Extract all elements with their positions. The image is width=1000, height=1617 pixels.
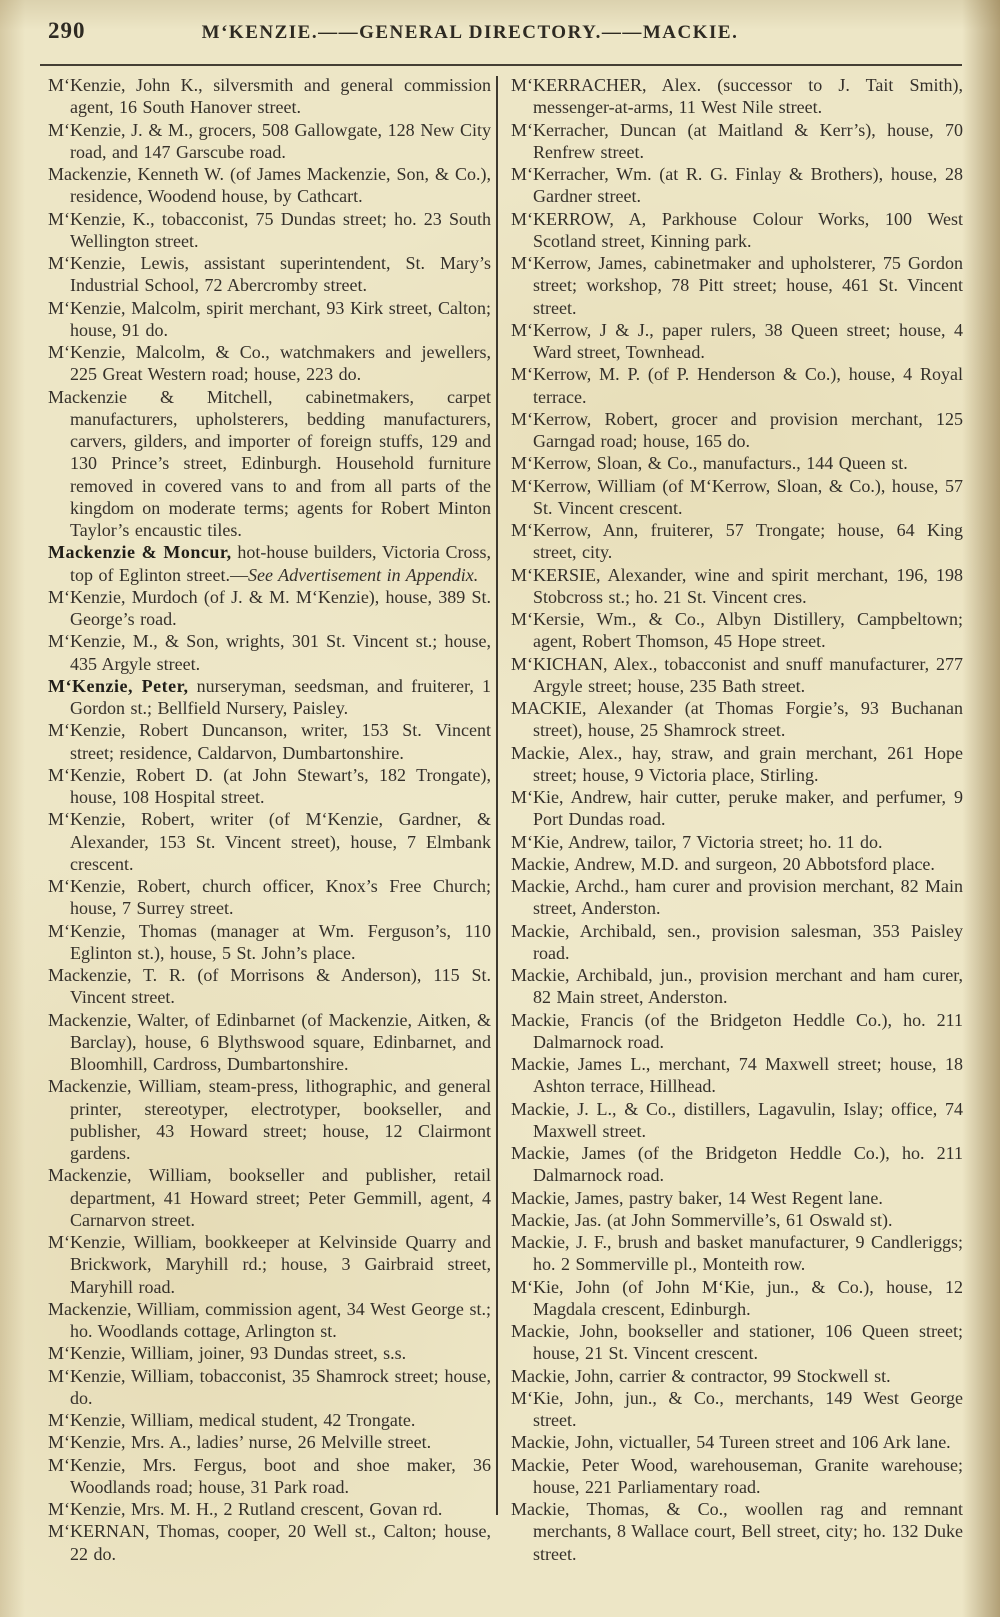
directory-entry: Mackie, Peter Wood, warehouseman, Granite warehouse; house, 221 Parliamentary road.	[511, 1454, 963, 1497]
directory-entry: Mackie, Archd., ham curer and provision merchant, 82 Main street, Anderston.	[511, 876, 963, 919]
directory-entry: M‘Kenzie, M., & Son, wrights, 301 St. Vincent st.; house, 435 Argyle street.	[48, 631, 491, 674]
page-title: M‘KENZIE.——GENERAL DIRECTORY.——MACKIE.	[201, 22, 739, 43]
directory-entry: Mackie, John, victualler, 54 Tureen street and 106 Ark lane.	[511, 1432, 951, 1453]
directory-entry: Mackie, Thomas, & Co., woollen rag and remnant merchants, 8 Wallace court, Bell street, city; ho. 132 Duke street.	[511, 1499, 963, 1564]
directory-entry: Mackie, John, carrier & contractor, 99 Stockwell st.	[511, 1365, 891, 1386]
directory-entry: Mackenzie, William, steam-press, lithographic, and general printer, stereotyper, electrotyper, bookseller, and publisher, 43 Howard street; house, 12 Clairmont gardens.	[48, 1076, 491, 1163]
directory-entry: M‘Kenzie, K., tobacconist, 75 Dundas street; ho. 23 South Wellington street.	[48, 208, 491, 251]
directory-entry: Mackenzie, William, bookseller and publisher, retail department, 41 Howard street; Peter Gemmill, agent, 4 Carnarvon street.	[48, 1165, 491, 1230]
directory-entry: M‘Kenzie, William, bookkeeper at Kelvinside Quarry and Brickwork, Maryhill rd.; house, 3 Gairbraid street, Maryhill road.	[48, 1232, 491, 1297]
directory-entry: M‘Kenzie, Malcolm, & Co., watchmakers and jewellers, 225 Great Western road; house, 223 do.	[48, 342, 491, 385]
directory-entry: M‘Kerrow, William (of M‘Kerrow, Sloan, & Co.), house, 57 St. Vincent crescent.	[511, 475, 963, 518]
directory-entry: M‘Kie, John (of John M‘Kie, jun., & Co.), house, 12 Magdala crescent, Edinburgh.	[511, 1276, 963, 1319]
directory-entry: M‘Kerracher, Wm. (at R. G. Finlay & Brothers), house, 28 Gardner street.	[511, 164, 963, 207]
directory-entry: Mackie, Archibald, sen., provision salesman, 353 Paisley road.	[511, 920, 963, 963]
directory-entry: M‘Kenzie, Mrs. A., ladies’ nurse, 26 Melville street.	[48, 1432, 432, 1453]
directory-entry: Mackie, James (of the Bridgeton Heddle Co.), ho. 211 Dalmarnock road.	[511, 1143, 963, 1186]
directory-entry: M‘Kenzie, Thomas (manager at Wm. Ferguson’s, 110 Eglinton st.), house, 5 St. John’s place.	[48, 920, 491, 963]
directory-entry: M‘Kenzie, William, tobacconist, 35 Shamrock street; house, do.	[48, 1365, 491, 1408]
directory-entry: M‘Kenzie, Robert, church officer, Knox’s Free Church; house, 7 Surrey street.	[48, 876, 491, 919]
directory-entry: M‘Kenzie, Robert, writer (of M‘Kenzie, Gardner, & Alexander, 153 St. Vincent street), house, 7 Elmbank crescent.	[48, 809, 491, 874]
directory-entry: M‘KERRACHER, Alex. (successor to J. Tait Smith), messenger-at-arms, 11 West Nile street.	[511, 75, 963, 118]
directory-entry: Mackie, Alex., hay, straw, and grain merchant, 261 Hope street; house, 9 Victoria place, Stirling.	[511, 742, 963, 785]
directory-entry: M‘Kerrow, James, cabinetmaker and upholsterer, 75 Gordon street; workshop, 78 Pitt street; house, 461 St. Vincent street.	[511, 253, 963, 318]
directory-entry: M‘Kie, Andrew, tailor, 7 Victoria street; ho. 11 do.	[511, 831, 883, 852]
directory-entry: M‘Kenzie, Murdoch (of J. & M. M‘Kenzie), house, 389 St. George’s road.	[48, 586, 491, 629]
directory-entry: M‘Kersie, Wm., & Co., Albyn Distillery, Campbeltown; agent, Robert Thomson, 45 Hope street.	[511, 609, 963, 652]
directory-entry: Mackie, J. F., brush and basket manufacturer, 9 Candleriggs; ho. 2 Sommerville pl., Monteith row.	[511, 1232, 963, 1275]
directory-entry: Mackenzie & Moncur, hot-house builders, Victoria Cross, top of Eglinton street.—See Advertisement in Appendix.	[48, 542, 491, 585]
directory-entry: Mackenzie & Mitchell, cabinetmakers, carpet manufacturers, upholsterers, bedding manufacturers, carvers, gilders, and importer of foreign stuffs, 129 and 130 Prince’s street, Edinburgh. Household furniture removed in covered vans to and from all parts of the kingdom on moderate terms; agents for Robert Minton Taylor’s encaustic tiles.	[48, 386, 491, 540]
directory-entry: MACKIE, Alexander (at Thomas Forgie’s, 93 Buchanan street), house, 25 Shamrock street.	[511, 698, 963, 741]
directory-columns	[0, 66, 1000, 1565]
directory-entry: Mackenzie, T. R. (of Morrisons & Anderson), 115 St. Vincent street.	[48, 965, 491, 1008]
directory-entry: Mackie, Andrew, M.D. and surgeon, 20 Abbotsford place.	[511, 853, 935, 874]
directory-entry: M‘Kerrow, M. P. (of P. Henderson & Co.), house, 4 Royal terrace.	[511, 364, 963, 407]
directory-entry: M‘Kenzie, Mrs. Fergus, boot and shoe maker, 36 Woodlands road; house, 31 Park road.	[48, 1454, 491, 1497]
directory-entry: Mackie, James, pastry baker, 14 West Regent lane.	[511, 1187, 883, 1208]
column-right	[511, 74, 963, 1565]
directory-entry: M‘KICHAN, Alex., tobacconist and snuff manufacturer, 277 Argyle street; house, 235 Bath street.	[511, 653, 963, 696]
directory-entry: M‘KERSIE, Alexander, wine and spirit merchant, 196, 198 Stobcross st.; ho. 21 St. Vincent cres.	[511, 564, 963, 607]
directory-entry: M‘Kerrow, J & J., paper rulers, 38 Queen street; house, 4 Ward street, Townhead.	[511, 319, 963, 362]
directory-entry: Mackie, John, bookseller and stationer, 106 Queen street; house, 21 St. Vincent crescent.	[511, 1321, 963, 1364]
directory-entry: Mackenzie, Kenneth W. (of James Mackenzie, Son, & Co.), residence, Woodend house, by Cathcart.	[48, 164, 491, 207]
directory-entry: M‘Kenzie, John K., silversmith and general commission agent, 16 South Hanover street.	[48, 75, 491, 118]
directory-entry: M‘Kie, John, jun., & Co., merchants, 149 West George street.	[511, 1387, 963, 1430]
column-left	[48, 74, 491, 1565]
directory-entry: Mackie, J. L., & Co., distillers, Lagavulin, Islay; office, 74 Maxwell street.	[511, 1098, 963, 1141]
directory-entry: M‘Kenzie, William, medical student, 42 Trongate.	[48, 1410, 416, 1430]
directory-entry: M‘Kenzie, Malcolm, spirit merchant, 93 Kirk street, Calton; house, 91 do.	[48, 297, 491, 340]
directory-entry: M‘Kenzie, Peter, nurseryman, seedsman, and fruiterer, 1 Gordon st.; Bellfield Nursery, Paisley.	[48, 675, 491, 718]
directory-entry: M‘Kerrow, Ann, fruiterer, 57 Trongate; house, 64 King street, city.	[511, 520, 963, 563]
directory-entry: M‘Kenzie, Mrs. M. H., 2 Rutland crescent, Govan rd.	[48, 1499, 443, 1519]
directory-entry: M‘KERNAN, Thomas, cooper, 20 Well st., Calton; house, 22 do.	[48, 1521, 491, 1564]
directory-entry: Mackie, Francis (of the Bridgeton Heddle Co.), ho. 211 Dalmarnock road.	[511, 1009, 963, 1052]
directory-entry: M‘Kenzie, Robert D. (at John Stewart’s, 182 Trongate), house, 108 Hospital street.	[48, 764, 491, 807]
directory-entry: M‘Kerracher, Duncan (at Maitland & Kerr’s), house, 70 Renfrew street.	[511, 119, 963, 162]
directory-entry: M‘Kerrow, Robert, grocer and provision merchant, 125 Garngad road; house, 165 do.	[511, 408, 963, 451]
directory-entry: Mackenzie, Walter, of Edinbarnet (of Mackenzie, Aitken, & Barclay), house, 6 Blythswood square, Edinbarnet, and Bloomhill, Cardross, Dumbartonshire.	[48, 1009, 491, 1074]
column-divider	[496, 76, 498, 1515]
directory-entry: M‘Kenzie, Lewis, assistant superintendent, St. Mary’s Industrial School, 72 Abercromby street.	[48, 253, 491, 296]
directory-entry: M‘Kie, Andrew, hair cutter, peruke maker, and perfumer, 9 Port Dundas road.	[511, 787, 963, 830]
directory-entry: M‘KERROW, A, Parkhouse Colour Works, 100 West Scotland street, Kinning park.	[511, 208, 963, 251]
directory-entry: Mackie, James L., merchant, 74 Maxwell street; house, 18 Ashton terrace, Hillhead.	[511, 1054, 963, 1097]
directory-entry: Mackie, Archibald, jun., provision merchant and ham curer, 82 Main street, Anderston.	[511, 965, 963, 1008]
directory-entry: M‘Kenzie, William, joiner, 93 Dundas street, s.s.	[48, 1343, 407, 1364]
directory-entry: Mackenzie, William, commission agent, 34 West George st.; ho. Woodlands cottage, Arlington st.	[48, 1298, 491, 1341]
directory-entry: Mackie, Jas. (at John Sommerville’s, 61 Oswald st).	[511, 1209, 893, 1230]
directory-entry: M‘Kenzie, J. & M., grocers, 508 Gallowgate, 128 New City road, and 147 Garscube road.	[48, 119, 491, 162]
directory-entry: M‘Kenzie, Robert Duncanson, writer, 153 St. Vincent street; residence, Caldarvon, Dumbartonshire.	[48, 720, 491, 763]
directory-entry: M‘Kerrow, Sloan, & Co., manufacturs., 144 Queen st.	[511, 453, 908, 474]
page-number: 290	[48, 18, 86, 43]
page-header	[0, 0, 1000, 60]
